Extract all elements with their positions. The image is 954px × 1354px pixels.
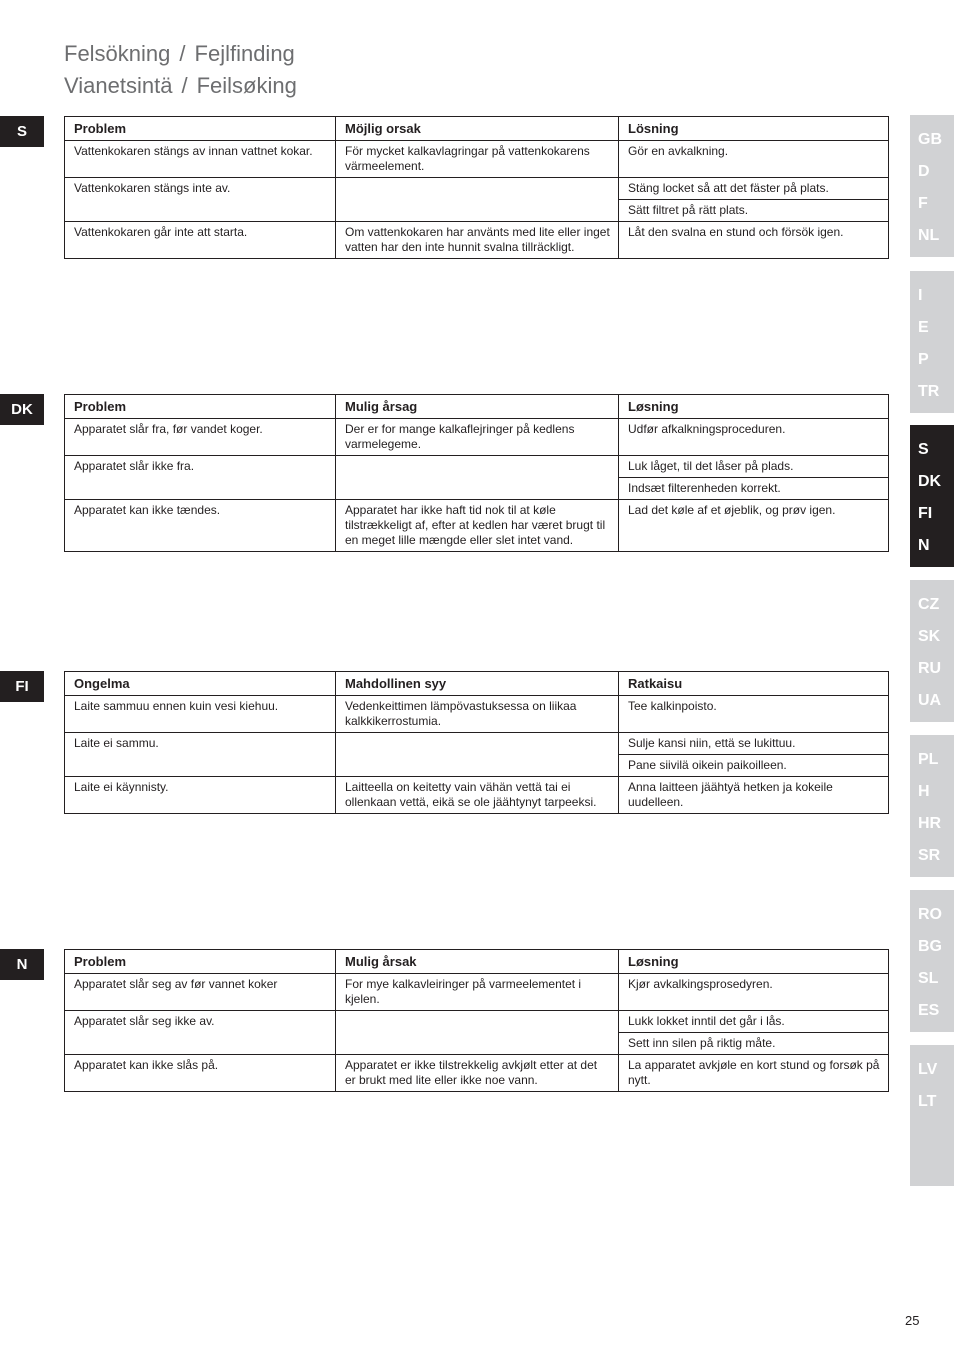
lang-badge-fi: FI	[0, 671, 44, 702]
column-header-solution: Lösning	[619, 117, 889, 141]
solution-cell: Luk låget, til det låser på plads.	[619, 456, 889, 478]
lang-tab-pl[interactable]: PL	[918, 751, 939, 768]
problem-cell: Laite ei käynnisty.	[65, 777, 336, 814]
table-row	[65, 178, 889, 200]
cause-cell: Om vattenkokaren har använts med lite eller inget vatten har den inte hunnit svalna tillräckligt.	[336, 222, 619, 259]
solution-cell: Sett inn silen på riktig måte.	[619, 1033, 889, 1055]
title-separator: /	[179, 41, 186, 66]
problem-cell: Vattenkokaren stängs av innan vattnet kokar.	[65, 141, 336, 178]
lang-tab-i[interactable]: I	[918, 287, 923, 304]
solution-cell: Tee kalkinpoisto.	[619, 696, 889, 733]
column-header-solution: Ratkaisu	[619, 672, 889, 696]
problem-cell: Vattenkokaren går inte att starta.	[65, 222, 336, 259]
cause-cell	[336, 456, 619, 500]
table-row	[65, 1011, 889, 1033]
column-header-problem: Problem	[65, 117, 336, 141]
column-header-cause: Mulig årsak	[336, 950, 619, 974]
title-separator: /	[181, 73, 188, 98]
lang-badge-s: S	[0, 116, 44, 147]
table-row	[65, 419, 889, 456]
title-dk: Fejlfinding	[194, 41, 295, 66]
problem-cell: Apparatet kan ikke slås på.	[65, 1055, 336, 1092]
lang-badge-n: N	[0, 949, 44, 980]
lang-tab-lv[interactable]: LV	[918, 1061, 938, 1078]
lang-tab-p[interactable]: P	[918, 351, 929, 368]
problem-cell: Laite sammuu ennen kuin vesi kiehuu.	[65, 696, 336, 733]
table-header-row	[65, 950, 889, 974]
column-header-problem: Problem	[65, 395, 336, 419]
solution-cell: Lukk lokket inntil det går i lås.	[619, 1011, 889, 1033]
title-no: Feilsøking	[196, 73, 297, 98]
troubleshooting-table-dk	[64, 394, 889, 552]
solution-cell: Kjør avkalkingsprosedyren.	[619, 974, 889, 1011]
column-header-solution: Løsning	[619, 395, 889, 419]
cause-cell: Apparatet har ikke haft tid nok til at køle tilstrækkeligt af, efter at kedlen har været brugt til en meget lille mængde eller slet intet vand.	[336, 500, 619, 552]
lang-tab-h[interactable]: H	[918, 783, 930, 800]
lang-group-4[interactable]	[910, 580, 954, 722]
solution-cell: Udfør afkalkningsproceduren.	[619, 419, 889, 456]
problem-cell: Laite ei sammu.	[65, 733, 336, 777]
table-row	[65, 141, 889, 178]
problem-cell: Apparatet slår ikke fra.	[65, 456, 336, 500]
lang-tab-sk[interactable]: SK	[918, 628, 941, 645]
table-header-row	[65, 395, 889, 419]
lang-tab-sr[interactable]: SR	[918, 847, 941, 864]
title-sv: Felsökning	[64, 41, 171, 66]
lang-group-1[interactable]	[910, 115, 954, 257]
table-row	[65, 222, 889, 259]
troubleshooting-table-fi	[64, 671, 889, 814]
cause-cell: Laitteella on keitetty vain vähän vettä tai ei ollenkaan vettä, eikä se ole jäähtynyt tarpeeksi.	[336, 777, 619, 814]
column-header-cause: Möjlig orsak	[336, 117, 619, 141]
problem-cell: Apparatet kan ikke tændes.	[65, 500, 336, 552]
problem-cell: Apparatet slår seg ikke av.	[65, 1011, 336, 1055]
lang-tab-d[interactable]: D	[918, 163, 930, 180]
column-header-problem: Problem	[65, 950, 336, 974]
table-row	[65, 733, 889, 755]
cause-cell	[336, 733, 619, 777]
title-fi: Vianetsintä	[64, 73, 173, 98]
lang-tab-ru[interactable]: RU	[918, 660, 942, 677]
lang-tab-ro[interactable]: RO	[918, 906, 942, 923]
lang-tab-hr[interactable]: HR	[918, 815, 942, 832]
lang-tab-e[interactable]: E	[918, 319, 929, 336]
cause-cell: Apparatet er ikke tilstrekkelig avkjølt etter at det er brukt med lite eller ikke noe vann.	[336, 1055, 619, 1092]
solution-cell: Sulje kansi niin, että se lukittuu.	[619, 733, 889, 755]
table-row	[65, 974, 889, 1011]
solution-cell: La apparatet avkjøle en kort stund og forsøk på nytt.	[619, 1055, 889, 1092]
lang-tab-n[interactable]: N	[918, 537, 930, 554]
troubleshooting-table-s	[64, 116, 889, 259]
table-header-row	[65, 117, 889, 141]
lang-group-5[interactable]	[910, 735, 954, 877]
solution-cell: Indsæt filterenheden korrekt.	[619, 478, 889, 500]
lang-tab-bg[interactable]: BG	[918, 938, 942, 955]
page-title-line-1	[64, 41, 295, 67]
solution-cell: Anna laitteen jäähtyä hetken ja kokeile uudelleen.	[619, 777, 889, 814]
cause-cell: Der er for mange kalkaflejringer på kedlens varmelegeme.	[336, 419, 619, 456]
lang-tab-lt[interactable]: LT	[918, 1093, 937, 1110]
table-row	[65, 456, 889, 478]
page-number: 25	[905, 1313, 920, 1328]
column-header-cause: Mulig årsag	[336, 395, 619, 419]
lang-tab-cz[interactable]: CZ	[918, 596, 940, 613]
problem-cell: Vattenkokaren stängs inte av.	[65, 178, 336, 222]
problem-cell: Apparatet slår fra, før vandet koger.	[65, 419, 336, 456]
cause-cell: For mye kalkavleiringer på varmeelementet i kjelen.	[336, 974, 619, 1011]
solution-cell: Lad det køle af et øjeblik, og prøv igen.	[619, 500, 889, 552]
column-header-cause: Mahdollinen syy	[336, 672, 619, 696]
solution-cell: Låt den svalna en stund och försök igen.	[619, 222, 889, 259]
cause-cell: Vedenkeittimen lämpövastuksessa on liikaa kalkkikerrostumia.	[336, 696, 619, 733]
cause-cell	[336, 1011, 619, 1055]
cause-cell: För mycket kalkavlagringar på vattenkokarens värmeelement.	[336, 141, 619, 178]
lang-tab-es[interactable]: ES	[918, 1002, 940, 1019]
lang-group-2[interactable]	[910, 271, 954, 413]
solution-cell: Sätt filtret på rätt plats.	[619, 200, 889, 222]
lang-tab-dk[interactable]: DK	[918, 473, 942, 490]
table-header-row	[65, 672, 889, 696]
troubleshooting-table-n	[64, 949, 889, 1092]
column-header-problem: Ongelma	[65, 672, 336, 696]
lang-badge-dk: DK	[0, 394, 44, 425]
lang-tab-sl[interactable]: SL	[918, 970, 939, 987]
solution-cell: Stäng locket så att det fäster på plats.	[619, 178, 889, 200]
lang-tab-nl[interactable]: NL	[918, 227, 940, 244]
table-row	[65, 696, 889, 733]
solution-cell: Pane siivilä oikein paikoilleen.	[619, 755, 889, 777]
column-header-solution: Løsning	[619, 950, 889, 974]
cause-cell	[336, 178, 619, 222]
lang-tab-s[interactable]: S	[918, 441, 929, 458]
lang-group-3-active[interactable]	[910, 425, 954, 567]
page-title-line-2	[64, 73, 297, 99]
table-row	[65, 777, 889, 814]
lang-tab-gb[interactable]: GB	[918, 131, 942, 148]
solution-cell: Gör en avkalkning.	[619, 141, 889, 178]
table-row	[65, 1055, 889, 1092]
table-row	[65, 500, 889, 552]
lang-tab-fi[interactable]: FI	[918, 505, 933, 522]
problem-cell: Apparatet slår seg av før vannet koker	[65, 974, 336, 1011]
lang-group-7[interactable]	[910, 1045, 954, 1186]
lang-tab-f[interactable]: F	[918, 195, 928, 212]
lang-group-6[interactable]	[910, 890, 954, 1032]
lang-tab-tr[interactable]: TR	[918, 383, 940, 400]
lang-tab-ua[interactable]: UA	[918, 692, 942, 709]
